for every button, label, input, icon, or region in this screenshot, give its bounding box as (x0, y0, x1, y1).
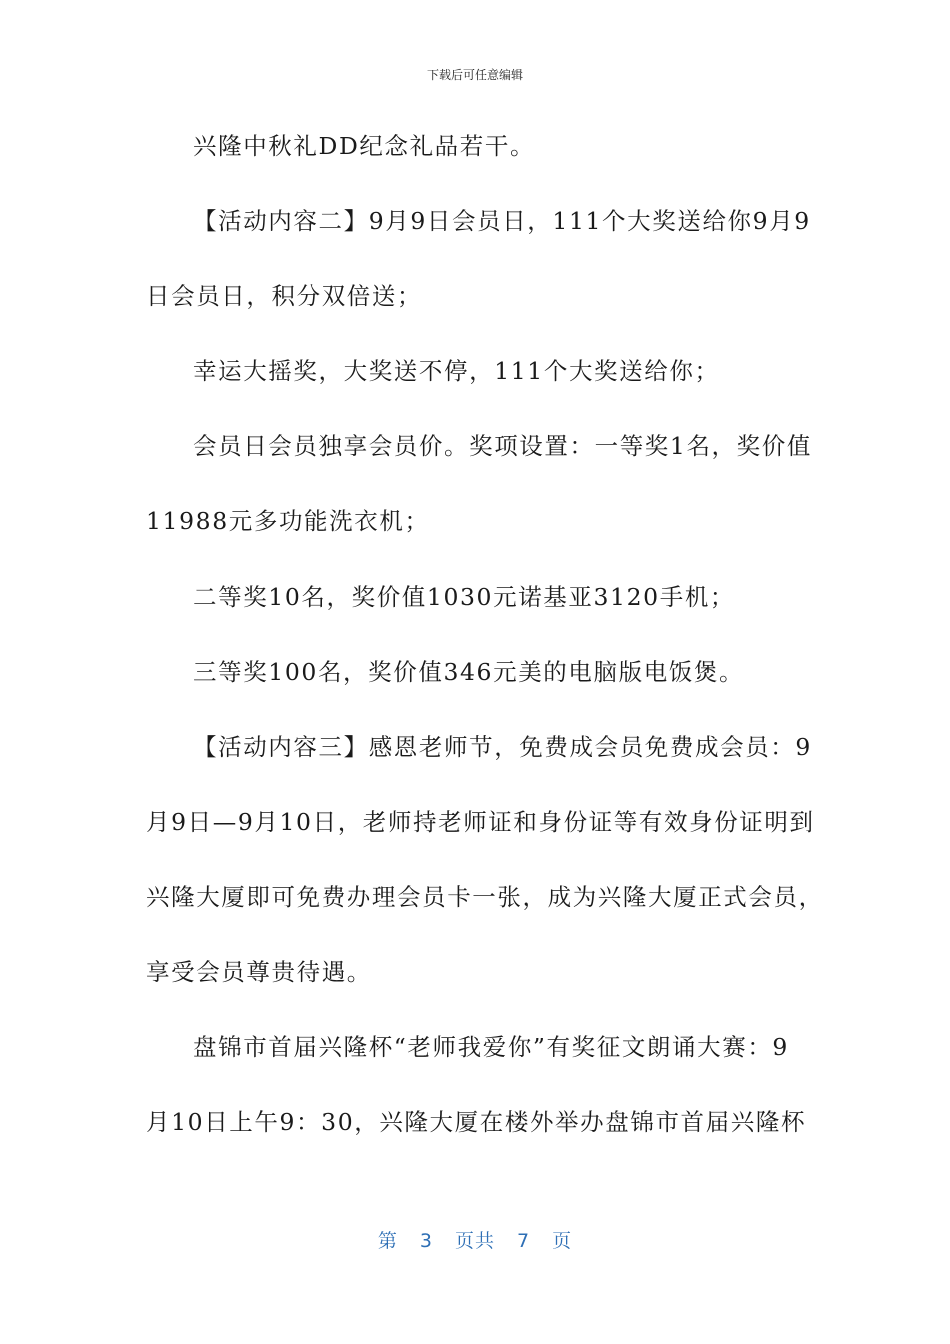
paragraph-line: 【活动内容二】9月9日会员日，111个大奖送给你9月9 (193, 207, 811, 236)
document-body (146, 118, 824, 1169)
paragraph-line: 盘锦市首届兴隆杯“老师我爱你”有奖征文朗诵大赛：9 (193, 1033, 789, 1062)
paragraph-line: 11988元多功能洗衣机； (146, 507, 430, 536)
paragraph-line: 月10日上午9：30，兴隆大厦在楼外举办盘锦市首届兴隆杯 (146, 1108, 807, 1137)
paragraph-line: 会员日会员独享会员价。奖项设置：一等奖1名，奖价值 (193, 432, 812, 461)
paragraph-line: 二等奖10名，奖价值1030元诺基亚3120手机； (193, 582, 736, 611)
paragraph-line: 兴隆大厦即可免费办理会员卡一张，成为兴隆大厦正式会员， (146, 882, 824, 911)
paragraph-line: 【活动内容三】感恩老师节，免费成会员免费成会员：9 (193, 732, 812, 761)
footer-prefix: 第 (377, 1230, 398, 1252)
paragraph-line: 三等奖100名，奖价值346元美的电脑版电饭煲。 (193, 657, 745, 686)
footer-suffix: 页 (552, 1230, 573, 1252)
footer-middle: 页共 (454, 1230, 495, 1252)
footer-current-page: 3 (419, 1230, 433, 1252)
paragraph-line: 享受会员尊贵待遇。 (146, 958, 372, 987)
page-header: 下载后可任意编辑 (426, 68, 523, 82)
page-footer (0, 1226, 950, 1253)
paragraph-line: 幸运大摇奖，大奖送不停，111个大奖送给你； (193, 357, 720, 386)
footer-total-pages: 7 (517, 1230, 531, 1252)
paragraph-line: 兴隆中秋礼DD纪念礼品若干。 (193, 132, 536, 160)
paragraph-line: 月9日—9月10日，老师持老师证和身份证等有效身份证明到 (146, 807, 815, 836)
paragraph-line: 日会员日，积分双倍送； (146, 282, 423, 311)
